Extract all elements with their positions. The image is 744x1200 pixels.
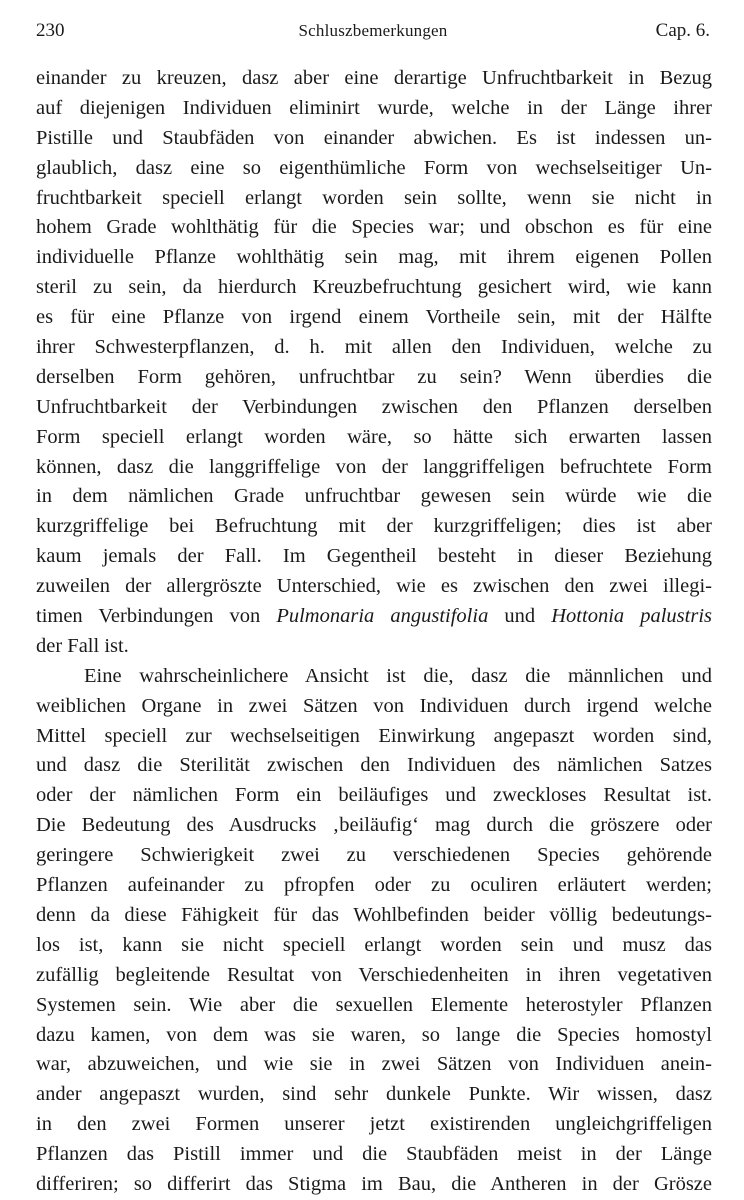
- text-line: zuweilen der allergröszte Unterschied, wie es zwischen den zwei illegi-: [36, 575, 712, 598]
- text-line: Unfruchtbarkeit der Verbindungen zwischen den Pflanzen derselben: [36, 395, 712, 418]
- body-text: [36, 64, 712, 1200]
- text-line: und dasz die Sterilität zwischen den Individuen des nämlichen Satzes: [36, 754, 712, 777]
- line-connector: und: [488, 605, 552, 628]
- text-line: Form speciell erlangt worden wäre, so hätte sich erwarten lassen: [36, 425, 712, 448]
- text-line: einander zu kreuzen, dasz aber eine derartige Unfruchtbarkeit in Bezug: [36, 67, 712, 89]
- text-line: Systemen sein. Wie aber die sexuellen Elemente heterostyler Pflanzen: [36, 993, 712, 1016]
- text-line: fruchtbarkeit speciell erlangt worden sein sollte, wenn sie nicht in: [36, 186, 712, 209]
- species-name-pulmonaria: Pulmonaria angustifolia: [276, 605, 489, 628]
- paragraph-1: [36, 64, 712, 662]
- text-line: war, abzuweichen, und wie sie in zwei Sätzen von Individuen anein-: [36, 1053, 712, 1076]
- text-line: weiblichen Organe in zwei Sätzen von Individuen durch irgend welche: [36, 694, 712, 717]
- line-start: timen Verbindungen von: [36, 605, 277, 628]
- text-line: derselben Form gehören, unfruchtbar zu sein? Wenn überdies die: [36, 365, 712, 388]
- text-line-indented: Eine wahrscheinlichere Ansicht ist die, dasz die männlichen und: [84, 664, 712, 687]
- text-line: geringere Schwierigkeit zwei zu verschiedenen Species gehörende: [36, 844, 712, 867]
- species-name-hottonia: Hottonia palustris: [551, 605, 712, 628]
- text-line: Pflanzen das Pistill immer und die Staubfäden meist in der Länge: [36, 1143, 712, 1166]
- text-line: ihrer Schwesterpflanzen, d. h. mit allen den Individuen, welche zu: [36, 336, 712, 359]
- chapter-label: Cap. 6.: [655, 20, 710, 41]
- page-number: 230: [36, 20, 65, 41]
- page-header: [36, 18, 710, 44]
- text-line-species: [36, 602, 712, 632]
- paragraph-2: [36, 662, 712, 1200]
- text-line: auf diejenigen Individuen eliminirt wurde, welche in der Länge ihrer: [36, 96, 712, 119]
- text-line: dazu kamen, von dem was sie waren, so lange die Species homostyl: [36, 1023, 712, 1046]
- text-line: können, dasz die langgriffelige von der langgriffeligen befruchtete Form: [36, 455, 712, 478]
- text-line: Pflanzen aufeinander zu pfropfen oder zu oculiren erläutert werden;: [36, 874, 712, 897]
- text-line: glaublich, dasz eine so eigenthümliche Form von wechselseitiger Un-: [36, 156, 712, 179]
- text-line: Die Bedeutung des Ausdrucks ‚beiläufig‘ mag durch die gröszere oder: [36, 814, 712, 837]
- text-line-last: der Fall ist.: [36, 634, 129, 657]
- text-line: Mittel speciell zur wechselseitigen Einwirkung angepaszt worden sind,: [36, 724, 712, 747]
- text-line: Pistille und Staubfäden von einander abwichen. Es ist indessen un-: [36, 126, 712, 149]
- text-line: differiren; so differirt das Stigma im Bau, die Antheren in der Grösze: [36, 1172, 712, 1195]
- text-line: kaum jemals der Fall. Im Gegentheil besteht in dieser Beziehung: [36, 545, 712, 568]
- text-line: hohem Grade wohlthätig für die Species war; und obschon es für eine: [36, 216, 712, 239]
- text-line: kurzgriffelige bei Befruchtung mit der kurzgriffeligen; dies ist aber: [36, 515, 712, 538]
- text-line: es für eine Pflanze von irgend einem Vortheile sein, mit der Hälfte: [36, 306, 712, 329]
- text-line: zufällig begleitende Resultat von Verschiedenheiten in ihren vegetativen: [36, 963, 712, 986]
- text-line: in dem nämlichen Grade unfruchtbar gewesen sein würde wie die: [36, 485, 712, 508]
- text-line: steril zu sein, da hierdurch Kreuzbefruchtung gesichert wird, wie kann: [36, 276, 712, 299]
- text-line: denn da diese Fähigkeit für das Wohlbefinden beider völlig bedeutungs-: [36, 903, 712, 926]
- text-line: los ist, kann sie nicht speciell erlangt worden sein und musz das: [36, 933, 712, 956]
- text-line: ander angepaszt wurden, sind sehr dunkele Punkte. Wir wissen, dasz: [36, 1083, 712, 1106]
- text-line: oder der nämlichen Form ein beiläufiges und zweckloses Resultat ist.: [36, 784, 712, 807]
- running-title: Schluszbemerkungen: [298, 21, 448, 40]
- text-line: in den zwei Formen unserer jetzt existirenden ungleichgriffeligen: [36, 1113, 712, 1136]
- text-line: individuelle Pflanze wohlthätig sein mag, mit ihrem eigenen Pollen: [36, 246, 712, 269]
